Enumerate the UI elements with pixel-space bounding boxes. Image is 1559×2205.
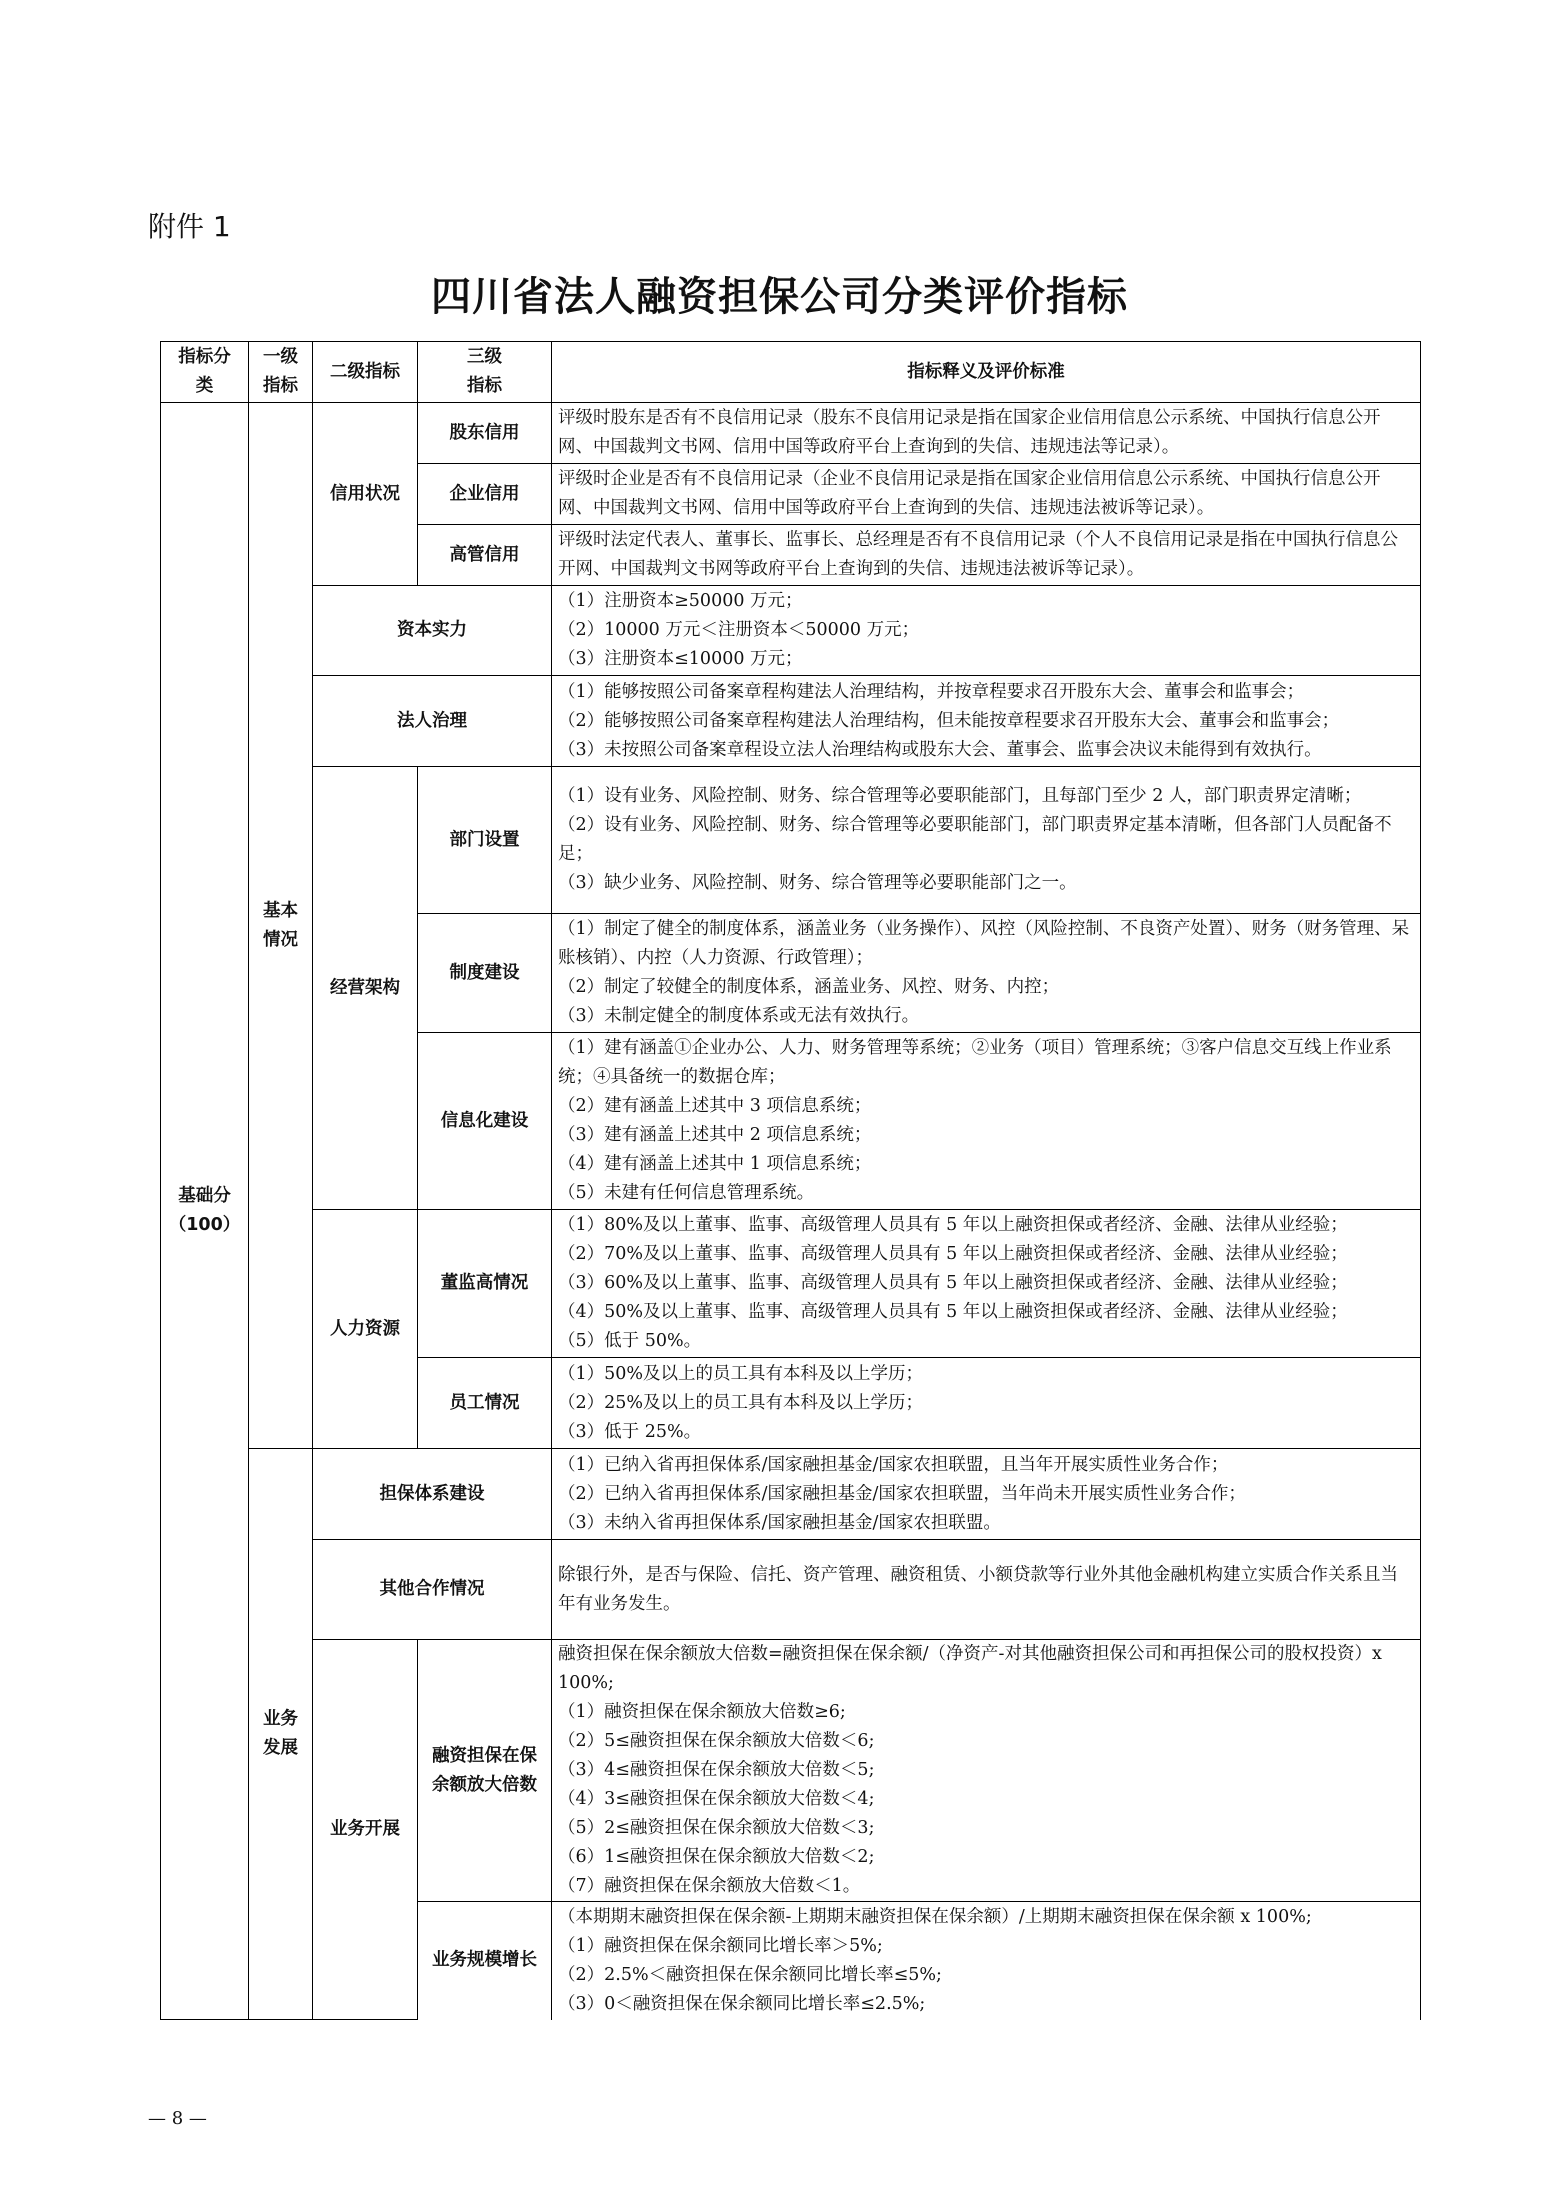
header-level3: 三级 指标 [418, 342, 552, 403]
criteria-line: （本期期末融资担保在保余额-上期期末融资担保在保余额）/上期期末融资担保在保余额 x 100%; [558, 1906, 1312, 1927]
criteria-line: （3）低于 25%。 [558, 1421, 702, 1442]
shareholder-credit-desc [552, 403, 1421, 464]
criteria-line: （3）缺少业务、风险控制、财务、综合管理等必要职能部门之一。 [558, 873, 1077, 893]
criteria-line: （6）1≤融资担保在保余额放大倍数＜2; [558, 1847, 875, 1867]
criteria-line: （2）能够按照公司备案章程构建法人治理结构，但未能按章程要求召开股东大会、董事会和监事会； [558, 710, 1340, 731]
scale-growth-cell: 业务规模增长 [418, 1902, 552, 2020]
criteria-line: （5）2≤融资担保在保余额放大倍数＜3; [558, 1818, 875, 1838]
header-category: 指标分 类 [161, 342, 249, 403]
criteria-line: （4）建有涵盖上述其中 1 项信息系统； [558, 1154, 872, 1174]
shareholder-credit-cell: 股东信用 [418, 403, 552, 464]
it-building-desc [552, 1033, 1421, 1210]
other-cooperation-desc [552, 1540, 1421, 1640]
it-building-cell: 信息化建设 [418, 1033, 552, 1210]
scale-growth-desc [552, 1902, 1421, 2020]
criteria-line: （2）制定了较健全的制度体系，涵盖业务、风控、财务、内控； [558, 977, 1060, 997]
criteria-line: 除银行外，是否与保险、信托、资产管理、融资租赁、小额贷款等行业外其他金融机构建立实质合作关系且当年有业务发生。 [558, 1564, 1398, 1614]
criteria-line: （2）10000 万元＜注册资本＜50000 万元； [558, 620, 920, 640]
page-title: 四川省法人融资担保公司分类评价指标 [431, 273, 1128, 320]
staff-situation-desc [552, 1358, 1421, 1449]
header-level1: 一级 指标 [249, 342, 313, 403]
criteria-line: （3）60%及以上董事、监事、高级管理人员具有 5 年以上融资担保或者经济、金融、法律从业经验； [558, 1273, 1348, 1293]
board-situation-cell: 董监高情况 [418, 1210, 552, 1358]
criteria-line: （2）5≤融资担保在保余额放大倍数＜6; [558, 1731, 875, 1751]
capital-strength-desc [552, 586, 1421, 676]
criteria-line: （3）未制定健全的制度体系或无法有效执行。 [558, 1006, 920, 1026]
operation-structure-cell: 经营架构 [313, 767, 418, 1210]
executive-credit-desc [552, 525, 1421, 586]
criteria-line: （2）已纳入省再担保体系/国家融担基金/国家农担联盟，当年尚未开展实质性业务合作； [558, 1483, 1246, 1504]
header-level2: 二级指标 [313, 342, 418, 403]
evaluation-table [160, 341, 1421, 2020]
table-row [161, 1540, 1421, 1640]
criteria-line: （3）未按照公司备案章程设立法人治理结构或股东大会、董事会、监事会决议未能得到有效执行。 [558, 739, 1322, 760]
criteria-line: （3）注册资本≤10000 万元； [558, 649, 803, 669]
enterprise-credit-cell: 企业信用 [418, 464, 552, 525]
system-building-desc [552, 914, 1421, 1033]
table-row [161, 1449, 1421, 1540]
guarantee-system-cell: 担保体系建设 [313, 1449, 552, 1540]
page-number: — 8 — [148, 2108, 207, 2129]
leverage-multiple-cell: 融资担保在保余额放大倍数 [418, 1640, 552, 1902]
criteria-line: （1）80%及以上董事、监事、高级管理人员具有 5 年以上融资担保或者经济、金融、法律从业经验； [558, 1215, 1348, 1235]
criteria-line: 融资担保在保余额放大倍数=融资担保在保余额/（净资产-对其他融资担保公司和再担保公司的股权投资）x 100%; [558, 1644, 1382, 1693]
criteria-line: （1）注册资本≥50000 万元； [558, 591, 803, 611]
criteria-line: （3）未纳入省再担保体系/国家融担基金/国家农担联盟。 [558, 1512, 1001, 1533]
department-setup-desc [552, 767, 1421, 914]
leverage-multiple-desc [552, 1640, 1421, 1902]
criteria-line: （1）建有涵盖①企业办公、人力、财务管理等系统；②业务（项目）管理系统；③客户信息交互线上作业系统；④具备统一的数据仓库； [558, 1038, 1392, 1087]
table-row [161, 1640, 1421, 1902]
criteria-line: 评级时企业是否有不良信用记录（企业不良信用记录是指在国家企业信用信息公示系统、中国执行信息公开网、中国裁判文书网、信用中国等政府平台上查询到的失信、违规违法被诉等记录）。 [558, 469, 1381, 518]
criteria-line: （5）未建有任何信息管理系统。 [558, 1183, 815, 1203]
table-header-row [161, 342, 1421, 403]
criteria-line: （1）50%及以上的员工具有本科及以上学历； [558, 1363, 924, 1384]
table-row [161, 403, 1421, 464]
criteria-line: （1）制定了健全的制度体系，涵盖业务（业务操作）、风控（风险控制、不良资产处置）、财务（财务管理、呆账核销）、内控（人力资源、行政管理）； [558, 919, 1410, 968]
table-row [161, 1210, 1421, 1358]
human-resources-cell: 人力资源 [313, 1210, 418, 1449]
criteria-line: （2）建有涵盖上述其中 3 项信息系统； [558, 1096, 872, 1116]
criteria-line: （7）融资担保在保余额放大倍数＜1。 [558, 1876, 861, 1896]
criteria-line: （4）3≤融资担保在保余额放大倍数＜4; [558, 1789, 875, 1809]
board-situation-desc [552, 1210, 1421, 1358]
criteria-line: （3）4≤融资担保在保余额放大倍数＜5; [558, 1760, 875, 1780]
governance-desc [552, 676, 1421, 767]
governance-cell: 法人治理 [313, 676, 552, 767]
attachment-label: 附件 1 [148, 210, 231, 243]
department-setup-cell: 部门设置 [418, 767, 552, 914]
system-building-cell: 制度建设 [418, 914, 552, 1033]
criteria-line: （1）能够按照公司备案章程构建法人治理结构，并按章程要求召开股东大会、董事会和监事会； [558, 681, 1305, 702]
criteria-line: （2）25%及以上的员工具有本科及以上学历； [558, 1392, 924, 1413]
criteria-line: （5）低于 50%。 [558, 1331, 702, 1351]
header-criteria: 指标释义及评价标准 [552, 342, 1421, 403]
criteria-line: （4）50%及以上董事、监事、高级管理人员具有 5 年以上融资担保或者经济、金融、法律从业经验； [558, 1302, 1348, 1322]
criteria-line: 评级时法定代表人、董事长、监事长、总经理是否有不良信用记录（个人不良信用记录是指在中国执行信息公开网、中国裁判文书网等政府平台上查询到的失信、违规违法被诉等记录）。 [558, 530, 1398, 579]
criteria-line: （3）0＜融资担保在保余额同比增长率≤2.5%; [558, 1993, 926, 2014]
credit-status-cell: 信用状况 [313, 403, 418, 586]
criteria-line: （1）融资担保在保余额放大倍数≥6; [558, 1702, 846, 1722]
section-basic: 基本 情况 [249, 403, 313, 1449]
criteria-line: （1）融资担保在保余额同比增长率＞5%; [558, 1935, 883, 1956]
category-cell: 基础分 （100） [161, 403, 249, 2020]
enterprise-credit-desc [552, 464, 1421, 525]
table-row [161, 586, 1421, 676]
executive-credit-cell: 高管信用 [418, 525, 552, 586]
business-development-cell: 业务开展 [313, 1640, 418, 2020]
criteria-line: （1）已纳入省再担保体系/国家融担基金/国家农担联盟，且当年开展实质性业务合作； [558, 1454, 1229, 1475]
criteria-line: （3）建有涵盖上述其中 2 项信息系统； [558, 1125, 872, 1145]
other-cooperation-cell: 其他合作情况 [313, 1540, 552, 1640]
guarantee-system-desc [552, 1449, 1421, 1540]
capital-strength-cell: 资本实力 [313, 586, 552, 676]
table-row [161, 767, 1421, 914]
criteria-line: （1）设有业务、风险控制、财务、综合管理等必要职能部门，且每部门至少 2 人，部门职责界定清晰； [558, 786, 1362, 806]
staff-situation-cell: 员工情况 [418, 1358, 552, 1449]
criteria-line: （2）设有业务、风险控制、财务、综合管理等必要职能部门，部门职责界定基本清晰，但各部门人员配备不足； [558, 815, 1392, 864]
table-row [161, 676, 1421, 767]
section-business: 业务 发展 [249, 1449, 313, 2020]
criteria-line: （2）2.5%＜融资担保在保余额同比增长率≤5%; [558, 1964, 942, 1985]
criteria-line: 评级时股东是否有不良信用记录（股东不良信用记录是指在国家企业信用信息公示系统、中国执行信息公开网、中国裁判文书网、信用中国等政府平台上查询到的失信、违规违法等记录）。 [558, 408, 1381, 457]
criteria-line: （2）70%及以上董事、监事、高级管理人员具有 5 年以上融资担保或者经济、金融、法律从业经验； [558, 1244, 1348, 1264]
